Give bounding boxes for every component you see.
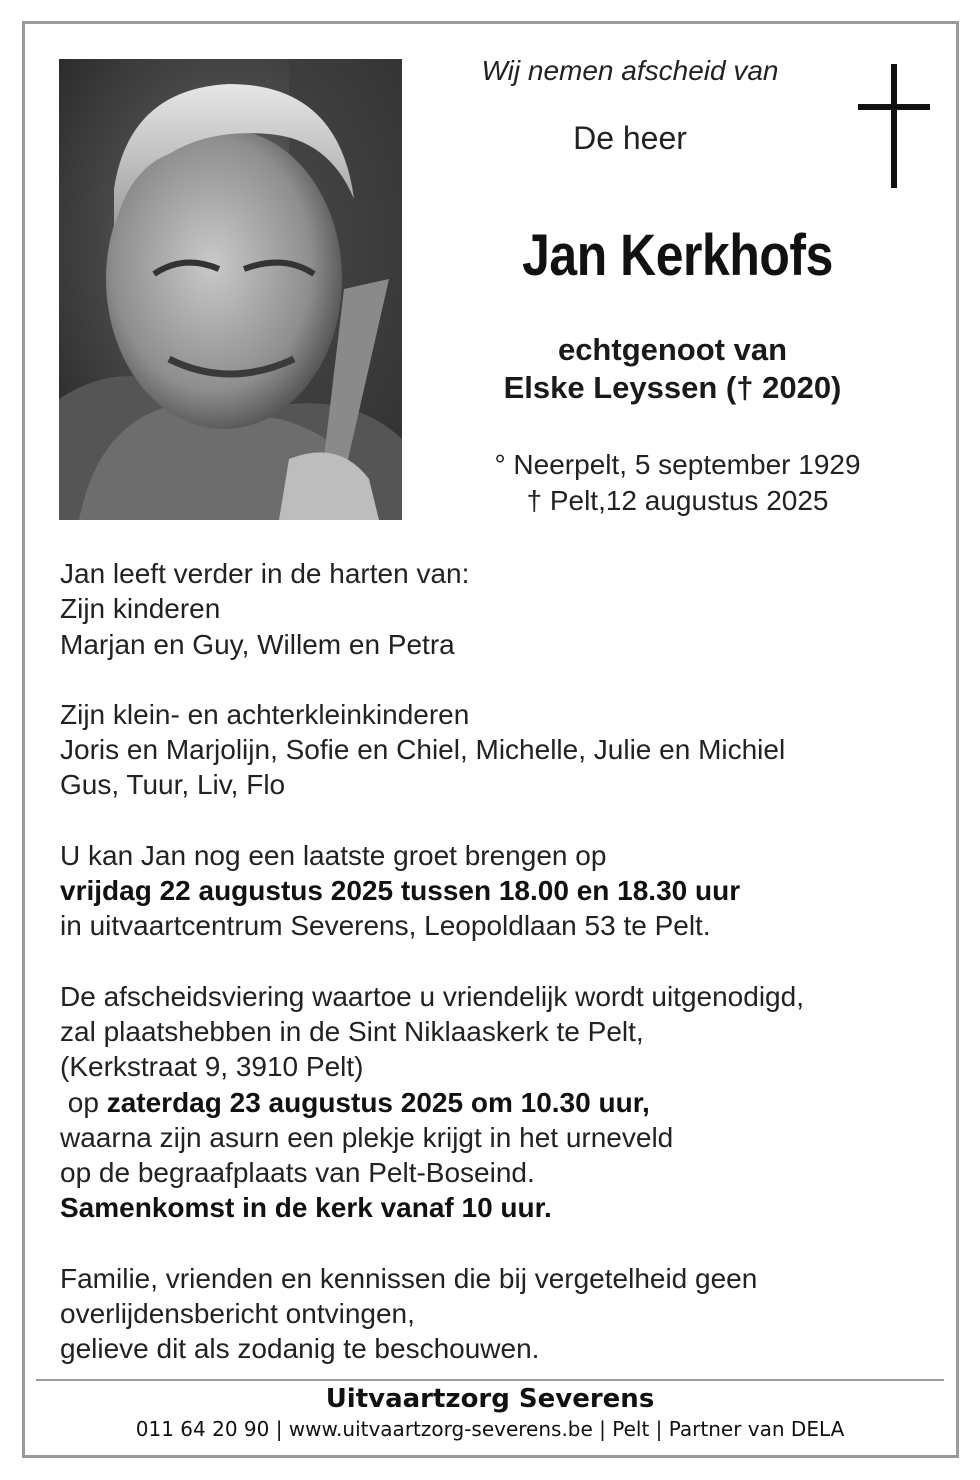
portrait-photo [59, 59, 402, 520]
spouse-line-2: Elske Leyssen († 2020) [503, 370, 842, 405]
children-names: Marjan en Guy, Willem en Petra [60, 628, 455, 660]
intro-text: Wij nemen afscheid van [481, 55, 779, 86]
birth-date: ° Neerpelt, 5 september 1929 [494, 449, 861, 480]
death-date: † Pelt,12 augustus 2025 [526, 485, 829, 516]
grandchildren-names-1: Joris en Marjolijn, Sofie en Chiel, Michelle, Julie en Michiel [60, 734, 786, 766]
visitation-datetime: vrijdag 22 augustus 2025 tussen 18.00 en 18.30 uur [60, 875, 741, 907]
life-dates [440, 447, 915, 519]
latin-cross-icon [858, 64, 930, 188]
grandchildren-names-2: Gus, Tuur, Liv, Flo [60, 769, 286, 801]
ceremony-datetime-line [60, 1085, 930, 1120]
notice-line-1: Familie, vrienden en kennissen die bij vergetelheid geen [60, 1262, 758, 1294]
deceased-name: Jan Kerkhofs [522, 223, 833, 288]
ceremony-datetime-prefix: op [60, 1086, 107, 1118]
announcement-body [60, 556, 930, 1367]
gathering-note: Samenkomst in de kerk vanaf 10 uur. [60, 1192, 552, 1224]
spouse-line-1: echtgenoot van [557, 332, 788, 367]
ceremony-line-1: De afscheidsviering waartoe u vriendelijk wordt uitgenodigd, [60, 980, 804, 1012]
visitation-location: in uitvaartcentrum Severens, Leopoldlaan 53 te Pelt. [60, 910, 711, 942]
visitation-line-1: U kan Jan nog een laatste groet brengen op [60, 839, 607, 871]
spouse-info [440, 331, 905, 407]
children-label: Zijn kinderen [60, 593, 221, 625]
notice-line-2: overlijdensbericht ontvingen, [60, 1298, 415, 1330]
honorific-title: De heer [573, 120, 687, 156]
notice-line-3: gelieve dit als zodanig te beschouwen. [60, 1333, 540, 1365]
portrait-image [59, 59, 402, 520]
footer-divider [36, 1379, 944, 1381]
grandchildren-label: Zijn klein- en achterkleinkinderen [60, 698, 470, 730]
ceremony-line-2: zal plaatshebben in de Sint Niklaaskerk te Pelt, [60, 1015, 644, 1047]
ceremony-address: (Kerkstraat 9, 3910 Pelt) [60, 1051, 364, 1083]
ceremony-datetime: zaterdag 23 augustus 2025 om 10.30 uur, [106, 1086, 650, 1118]
family-intro: Jan leeft verder in de harten van: [60, 558, 470, 589]
funeral-home-contact: 011 64 20 90 | www.uitvaartzorg-severens.be | Pelt | Partner van DELA [135, 1417, 845, 1441]
ceremony-line-6: op de begraafplaats van Pelt-Boseind. [60, 1157, 535, 1189]
funeral-home-name: Uitvaartzorg Severens [325, 1384, 655, 1414]
ceremony-line-5: waarna zijn asurn een plekje krijgt in het urneveld [60, 1121, 674, 1153]
